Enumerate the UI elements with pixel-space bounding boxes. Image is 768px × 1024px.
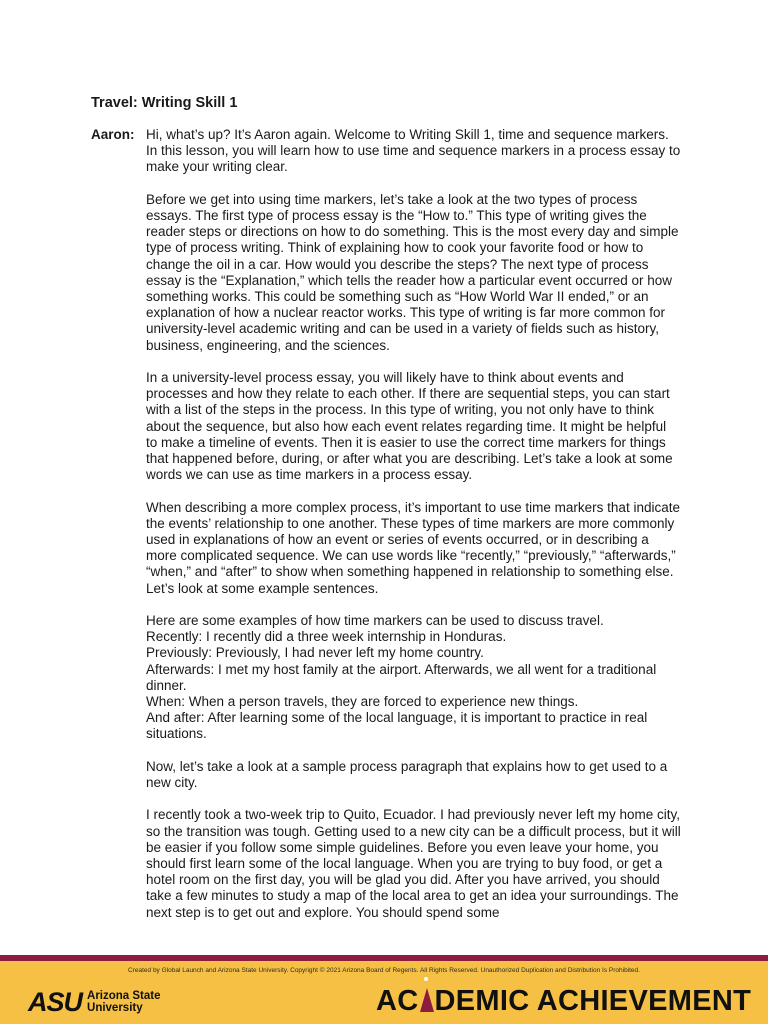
paragraph: Hi, what’s up? It’s Aaron again. Welcome to Writing Skill 1, time and sequence markers. In this lesson, you will learn how to use time and sequence markers in a process essay to make your writing clear. xyxy=(146,127,681,175)
example-line: And after: After learning some of the local language, it is important to practice in real situations. xyxy=(146,710,648,742)
paragraph: I recently took a two-week trip to Quito, Ecuador. I had previously never left my home city, so the transition was tough. Getting used to a new city can be a difficult process, but it will be easier if you follow some simple guidelines. Before you even leave your home, you should first learn some of the local language. When you are trying to buy food, or get a hotel room on the first day, you will be glad you did. After you have arrived, you should take a few minutes to study a map of the local area to get an idea your surroundings. The next step is to get out and explore. You should spend some xyxy=(146,807,681,920)
example-line: Afterwards: I met my host family at the airport. Afterwards, we all went for a traditional dinner. xyxy=(146,661,657,693)
paragraph: In a university-level process essay, you will likely have to think about events and processes and how they relate to each other. If there are sequential steps, you can start with a list of the steps in the process. In this type of writing, you not only have to think about the sequence, but also how each event relates regarding time. It might be helpful to make a timeline of events. Then it is easier to use the correct time markers for things that happened before, during, or after what you are describing. Let’s take a look at some words we can use as time markers in a process essay. xyxy=(146,370,673,483)
paragraph: When describing a more complex process, it’s important to use time markers that indicate the events’ relationship to one another. These types of time markers are more commonly used in explanations of how an event or series of events occurred, or in describing a more complicated sequence. We can use words like “recently,” “previously,” “afterwards,” “when,” and “after” to show when something happened in relationship to something else. Let’s look at some example sentences. xyxy=(146,499,680,596)
document-body xyxy=(146,127,681,937)
speaker-label: Aaron: xyxy=(91,127,135,142)
brand-prefix: AC xyxy=(376,985,419,1017)
brand-suffix: DEMIC ACHIEVEMENT xyxy=(434,985,752,1017)
asu-logo-name xyxy=(87,990,161,1014)
footer-accent-line xyxy=(0,955,768,961)
academic-achievement-logo xyxy=(376,984,751,1018)
asu-logo-line1: Arizona State xyxy=(87,990,161,1002)
examples-intro: Here are some examples of how time markers can be used to discuss travel. xyxy=(146,613,604,629)
paragraph: Now, let’s take a look at a sample process paragraph that explains how to get used to a new city. xyxy=(146,758,668,791)
paragraph: Before we get into using time markers, let’s take a look at the two types of process essays. The first type of process essay is the “How to.” This type of writing gives the reader steps or directions on how to do something. This is the most every day and simple type of process writing. Think of explaining how to cook your favorite food or how to change the oil in a car. How would you describe the steps? The next type of process essay is the “Explanation,” which tells the reader how a particular event occurred or how something works. This could be something such as “How World War II ended,” or an explanation of how a nuclear reactor works. This type of writing is far more common for university-level academic writing and can be used in a variety of fields such as history, business, engineering, and the sciences. xyxy=(146,191,679,353)
asu-logo xyxy=(28,988,161,1016)
triangle-icon xyxy=(419,984,435,1018)
footer-credit: Created by Global Launch and Arizona State University. Copyright © 2021 Arizona Board of Regents. All Rights Reserved. Unauthorized Duplication and Distribution Is Prohibited. xyxy=(128,967,640,974)
example-line: Previously: Previously, I had never left my home country. xyxy=(146,645,484,661)
document-title: Travel: Writing Skill 1 xyxy=(91,95,238,111)
asu-logo-line2: University xyxy=(87,1002,143,1014)
example-line: Recently: I recently did a three week internship in Honduras. xyxy=(146,629,507,645)
asu-logo-mark: ASU xyxy=(28,987,83,1017)
example-line: When: When a person travels, they are forced to experience new things. xyxy=(146,694,579,710)
